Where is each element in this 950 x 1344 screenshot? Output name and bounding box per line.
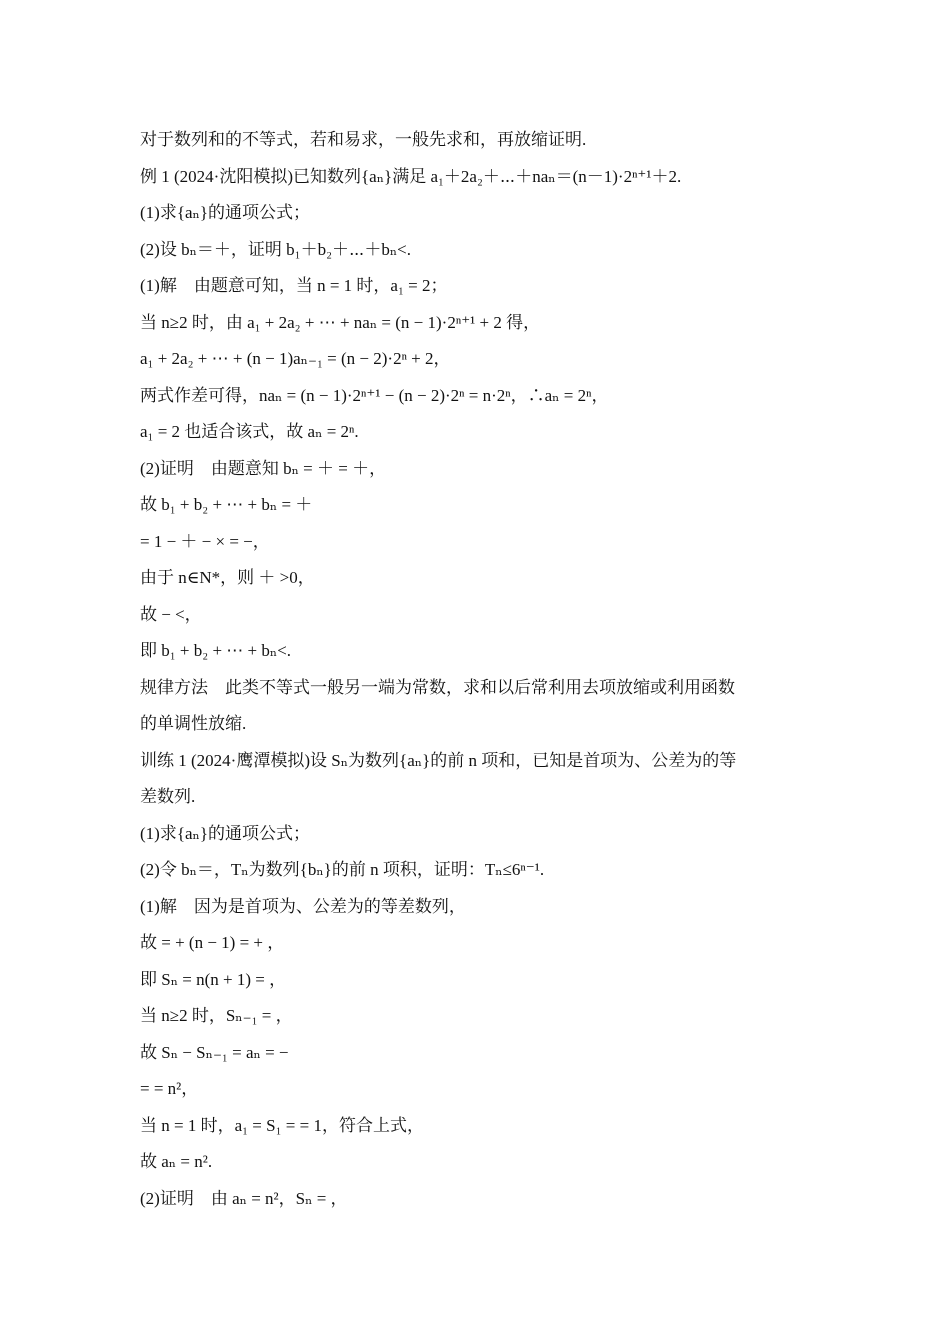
proof-2-line-6: 即 b₁ + b₂ + ⋯ + bₙ<. (140, 641, 292, 660)
method-note-line-2: 的单调性放缩. (140, 714, 247, 733)
training-solution-line-2: 故 = + (n − 1) = + ， (140, 933, 285, 952)
intro-text: 对于数列和的不等式，若和易求，一般先求和，再放缩证明. (140, 130, 587, 149)
solution-1-line-4: 两式作差可得，naₙ = (n − 1)·2ⁿ⁺¹ − (n − 2)·2ⁿ = n·2ⁿ，∴aₙ = 2ⁿ， (140, 386, 609, 405)
training-solution-line-3: 即 Sₙ = n(n + 1) = ， (140, 970, 287, 989)
training-solution-line-8: 故 aₙ = n². (140, 1152, 213, 1171)
training-1-part-1: (1)求{aₙ}的通项公式； (140, 824, 311, 843)
method-note-line-1: 规律方法 此类不等式一般另一端为常数，求和以后常利用去项放缩或利用函数 (140, 678, 735, 697)
example-1-part-2: (2)设 bₙ＝＋，证明 b₁＋b₂＋⋯＋bₙ<. (140, 240, 412, 259)
training-solution-line-7: 当 n = 1 时，a₁ = S₁ = = 1，符合上式， (140, 1116, 424, 1135)
proof-2-line-4: 由于 n∈N*，则 ＋ >0， (140, 568, 315, 587)
proof-2-line-3: = 1 − ＋ − × = −， (140, 532, 270, 551)
training-solution-line-6: = = n²， (140, 1079, 199, 1098)
training-solution-line-4: 当 n≥2 时，Sₙ₋₁ = ， (140, 1006, 293, 1025)
example-1-part-1: (1)求{aₙ}的通项公式； (140, 203, 311, 222)
proof-2-line-2: 故 b₁ + b₂ + ⋯ + bₙ = ＋ (140, 495, 313, 514)
training-proof-line-1: (2)证明 由 aₙ = n²，Sₙ = ， (140, 1189, 348, 1208)
proof-2-line-1: (2)证明 由题意知 bₙ = ＋ = ＋， (140, 459, 387, 478)
proof-2-line-5: 故 − <， (140, 605, 202, 624)
example-1-statement: 例 1 (2024·沈阳模拟)已知数列{aₙ}满足 a₁＋2a₂＋⋯＋naₙ＝(n－1)·2ⁿ⁺¹＋2. (140, 167, 682, 186)
training-solution-line-5: 故 Sₙ − Sₙ₋₁ = aₙ = − (140, 1043, 289, 1062)
training-1-part-2: (2)令 bₙ＝，Tₙ为数列{bₙ}的前 n 项积，证明：Tₙ≤6ⁿ⁻¹. (140, 860, 545, 879)
solution-1-line-3: a₁ + 2a₂ + ⋯ + (n − 1)aₙ₋₁ = (n − 2)·2ⁿ + 2， (140, 349, 451, 368)
training-solution-line-1: (1)解 因为是首项为、公差为的等差数列， (140, 897, 466, 916)
training-1-statement-1: 训练 1 (2024·鹰潭模拟)设 Sₙ为数列{aₙ}的前 n 项和，已知是首项为、公差为的等 (140, 751, 737, 770)
solution-1-line-2: 当 n≥2 时，由 a₁ + 2a₂ + ⋯ + naₙ = (n − 1)·2ⁿ⁺¹ + 2 得， (140, 313, 541, 332)
solution-1-line-5: a₁ = 2 也适合该式，故 aₙ = 2ⁿ. (140, 422, 359, 441)
solution-1-line-1: (1)解 由题意可知，当 n = 1 时，a₁ = 2； (140, 276, 448, 295)
training-1-statement-2: 差数列. (140, 787, 196, 806)
